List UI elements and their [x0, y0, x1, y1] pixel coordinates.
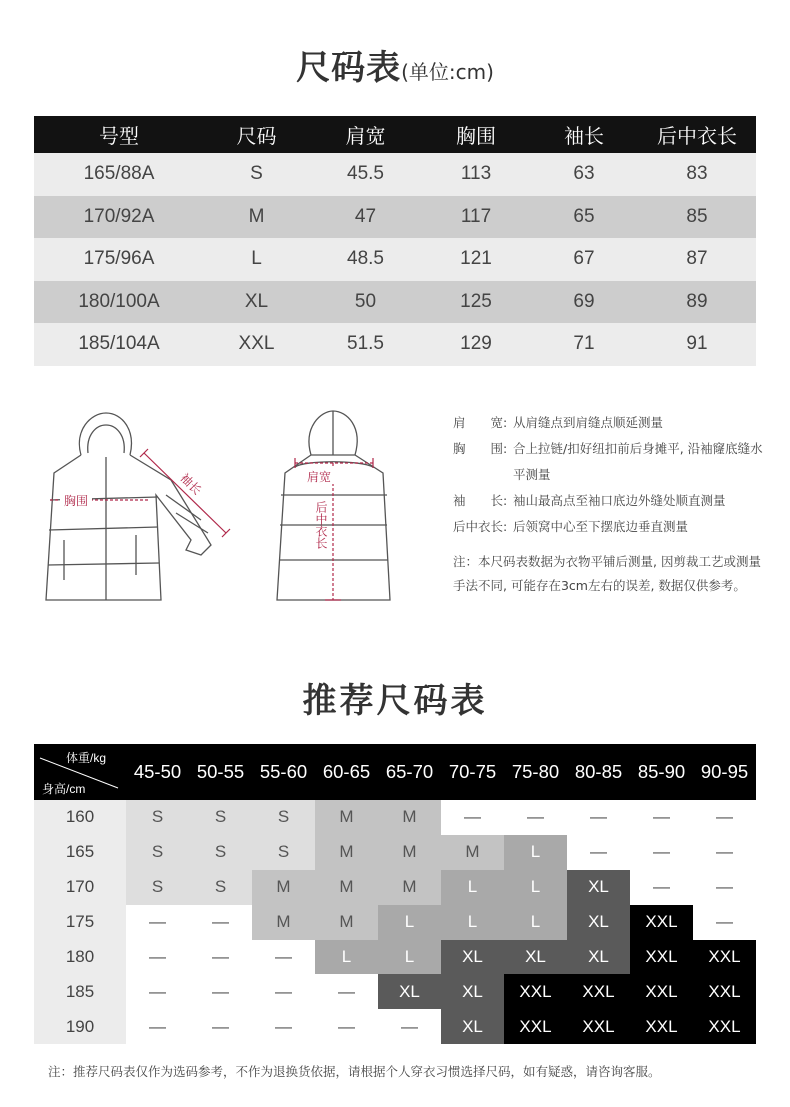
size-cell: — [189, 905, 252, 940]
measure-note-label: 胸 围: [453, 441, 508, 456]
size-cell: S [126, 800, 189, 835]
weight-header: 50-55 [189, 744, 252, 800]
jacket-back-diagram [275, 405, 405, 610]
height-cell: 180 [34, 940, 126, 975]
measure-note-row [453, 488, 773, 514]
table-row [34, 281, 756, 324]
size-cell: XL [567, 870, 630, 905]
table-cell: 63 [530, 153, 638, 196]
table-cell: L [204, 238, 309, 281]
table-cell: 165/88A [34, 153, 204, 196]
table-row [34, 153, 756, 196]
height-cell: 185 [34, 974, 126, 1009]
size-cell: — [441, 800, 504, 835]
height-cell: 190 [34, 1009, 126, 1044]
table-row [34, 800, 756, 835]
size-cell: — [126, 974, 189, 1009]
table-cell: 65 [530, 196, 638, 239]
weight-header: 60-65 [315, 744, 378, 800]
table-cell: 89 [638, 281, 756, 324]
measure-disclaimer: 注：本尺码表数据为衣物平铺后测量, 因剪裁工艺或测量手法不同, 可能存在3cm左右的误差, 数据仅供参考。 [453, 554, 761, 593]
size-cell: M [315, 905, 378, 940]
jacket-front-diagram [36, 405, 236, 620]
size-cell: XL [378, 974, 441, 1009]
size-cell: M [378, 835, 441, 870]
size-cell: XXL [630, 1009, 693, 1044]
size-cell: XXL [693, 974, 756, 1009]
size-cell: XL [567, 905, 630, 940]
size-cell: — [693, 835, 756, 870]
table-cell: 69 [530, 281, 638, 324]
table-cell: 180/100A [34, 281, 204, 324]
weight-axis-label: 体重/kg [66, 751, 107, 765]
size-cell: — [126, 940, 189, 975]
weight-header: 75-80 [504, 744, 567, 800]
size-cell: — [189, 940, 252, 975]
size-cell: S [252, 800, 315, 835]
table-cell: 83 [638, 153, 756, 196]
table-row [34, 870, 756, 905]
height-cell: 165 [34, 835, 126, 870]
size-cell: L [378, 940, 441, 975]
measure-notes [453, 410, 773, 598]
size-cell: L [504, 835, 567, 870]
measure-note-label: 肩 宽: [453, 415, 508, 430]
weight-header: 55-60 [252, 744, 315, 800]
table-cell: 67 [530, 238, 638, 281]
recommend-title: 推荐尺码表 [302, 681, 488, 721]
size-chart-title [0, 40, 790, 89]
measure-note-label: 袖 长: [453, 493, 508, 508]
size-cell: XL [441, 974, 504, 1009]
size-cell: L [441, 870, 504, 905]
weight-header: 85-90 [630, 744, 693, 800]
table-cell: 117 [422, 196, 530, 239]
table-row [34, 835, 756, 870]
size-cell: — [693, 870, 756, 905]
table-cell: M [204, 196, 309, 239]
table-cell: 51.5 [309, 323, 422, 366]
table-cell: 87 [638, 238, 756, 281]
table-cell: XXL [204, 323, 309, 366]
size-cell: L [441, 905, 504, 940]
recommend-table [34, 744, 756, 1044]
measure-note-row [453, 410, 773, 436]
size-cell: XXL [567, 1009, 630, 1044]
height-cell: 175 [34, 905, 126, 940]
size-cell: S [189, 800, 252, 835]
table-row [34, 196, 756, 239]
table-cell: 185/104A [34, 323, 204, 366]
size-cell: XXL [630, 940, 693, 975]
size-cell: S [126, 870, 189, 905]
table-cell: S [204, 153, 309, 196]
header-cell: 胸围 [422, 116, 530, 153]
size-cell: M [315, 870, 378, 905]
weight-header: 90-95 [693, 744, 756, 800]
weight-header: 80-85 [567, 744, 630, 800]
table-row [34, 940, 756, 975]
size-cell: XXL [693, 1009, 756, 1044]
size-cell: L [315, 940, 378, 975]
size-cell: — [504, 800, 567, 835]
table-cell: 47 [309, 196, 422, 239]
header-cell: 袖长 [530, 116, 638, 153]
size-cell: — [567, 800, 630, 835]
size-cell: S [189, 870, 252, 905]
size-cell: — [630, 835, 693, 870]
size-cell: — [252, 974, 315, 1009]
size-cell: XXL [630, 905, 693, 940]
size-cell: — [567, 835, 630, 870]
size-chart-header-row [34, 116, 756, 153]
size-cell: XXL [693, 940, 756, 975]
size-cell: M [378, 800, 441, 835]
table-cell: 50 [309, 281, 422, 324]
size-cell: — [315, 1009, 378, 1044]
size-cell: M [378, 870, 441, 905]
size-chart-table [34, 116, 756, 366]
table-cell: 170/92A [34, 196, 204, 239]
measure-note-text: 从肩缝点到肩缝点顺延测量 [513, 415, 664, 430]
measure-note-text: 后领窝中心至下摆底边垂直测量 [513, 519, 689, 534]
size-cell: XXL [630, 974, 693, 1009]
measure-note-text: 袖山最高点至袖口底边外缝处顺直测量 [513, 493, 726, 508]
size-cell: S [126, 835, 189, 870]
corner-cell [34, 744, 126, 800]
table-cell: 85 [638, 196, 756, 239]
size-cell: XL [441, 940, 504, 975]
size-cell: XXL [504, 1009, 567, 1044]
table-row [34, 238, 756, 281]
measure-note-row [453, 514, 773, 540]
table-cell: 45.5 [309, 153, 422, 196]
size-cell: M [315, 835, 378, 870]
size-cell: — [630, 800, 693, 835]
table-cell: XL [204, 281, 309, 324]
size-cell: XXL [504, 974, 567, 1009]
size-cell: — [126, 905, 189, 940]
size-cell: S [189, 835, 252, 870]
table-cell: 48.5 [309, 238, 422, 281]
size-cell: — [189, 974, 252, 1009]
size-cell: XL [567, 940, 630, 975]
recommend-body [34, 800, 756, 1044]
height-axis-label: 身高/cm [42, 782, 86, 796]
measure-note-row [453, 436, 773, 488]
size-cell: M [252, 870, 315, 905]
header-cell: 尺码 [204, 116, 309, 153]
size-cell: L [378, 905, 441, 940]
size-chart-title-text: 尺码表 [296, 48, 402, 88]
measure-note-label: 后中衣长: [453, 519, 508, 534]
header-cell: 号型 [34, 116, 204, 153]
size-cell: M [252, 905, 315, 940]
size-chart-unit: (单位:cm) [401, 60, 494, 84]
header-cell: 肩宽 [309, 116, 422, 153]
length-label: 后中衣长 [314, 501, 328, 549]
weight-header: 45-50 [126, 744, 189, 800]
chest-label: 胸围 [63, 494, 89, 508]
recommend-footnote: 注：推荐尺码表仅作为选码参考，不作为退换货依据，请根据个人穿衣习惯选择尺码，如有疑惑，请咨询客服。 [48, 1064, 661, 1079]
recommend-header-row [34, 744, 756, 800]
size-cell: — [252, 940, 315, 975]
size-cell: — [693, 800, 756, 835]
table-row [34, 323, 756, 366]
height-cell: 160 [34, 800, 126, 835]
size-cell: — [693, 905, 756, 940]
table-cell: 121 [422, 238, 530, 281]
size-cell: M [315, 800, 378, 835]
table-cell: 125 [422, 281, 530, 324]
table-row [34, 974, 756, 1009]
size-cell: XXL [567, 974, 630, 1009]
header-cell: 后中衣长 [638, 116, 756, 153]
table-cell: 91 [638, 323, 756, 366]
height-cell: 170 [34, 870, 126, 905]
table-cell: 113 [422, 153, 530, 196]
size-cell: M [441, 835, 504, 870]
size-cell: — [378, 1009, 441, 1044]
table-cell: 175/96A [34, 238, 204, 281]
size-cell: — [189, 1009, 252, 1044]
table-cell: 129 [422, 323, 530, 366]
size-cell: L [504, 905, 567, 940]
size-cell: — [126, 1009, 189, 1044]
size-cell: XL [504, 940, 567, 975]
size-cell: L [504, 870, 567, 905]
size-cell: — [630, 870, 693, 905]
size-cell: XL [441, 1009, 504, 1044]
measure-note-text: 合上拉链/扣好纽扣前后身摊平, 沿袖窿底缝水平测量 [513, 441, 763, 482]
table-row [34, 1009, 756, 1044]
weight-header: 65-70 [378, 744, 441, 800]
sleeve-label: 袖长 [177, 470, 205, 498]
table-cell: 71 [530, 323, 638, 366]
shoulder-label: 肩宽 [306, 470, 332, 484]
size-cell: — [315, 974, 378, 1009]
weight-header: 70-75 [441, 744, 504, 800]
size-cell: S [252, 835, 315, 870]
table-row [34, 905, 756, 940]
size-cell: — [252, 1009, 315, 1044]
